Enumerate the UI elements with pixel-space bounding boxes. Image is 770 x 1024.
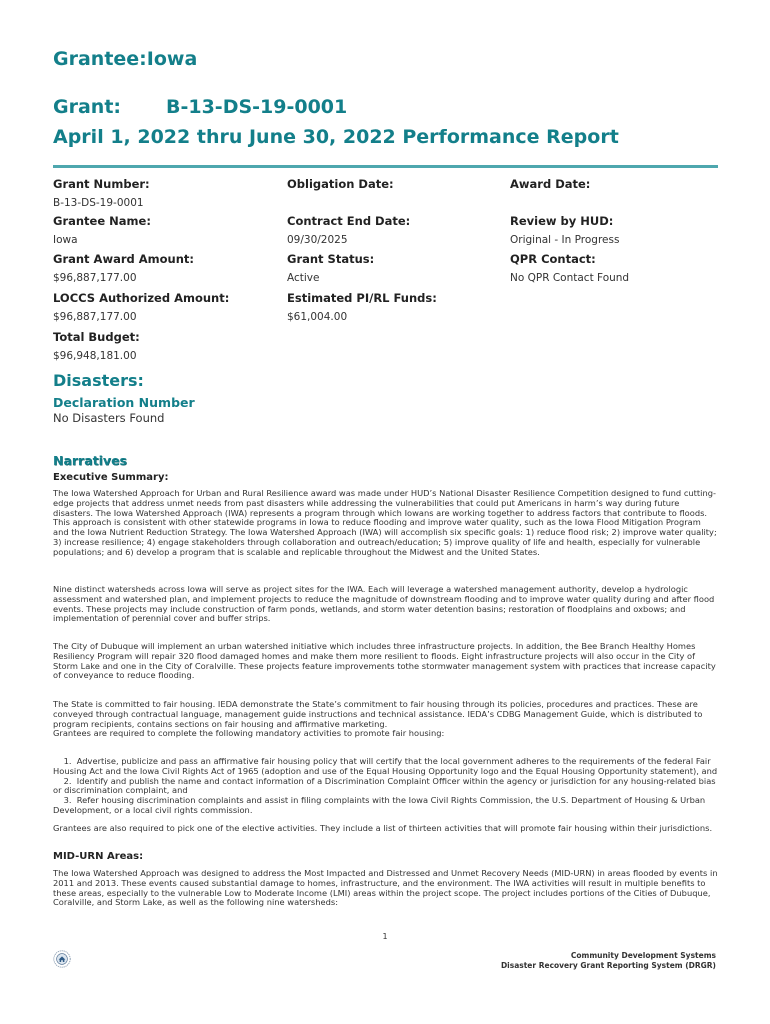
field-value: $96,887,177.00	[53, 311, 137, 323]
mid-urn-paragraph	[53, 869, 718, 908]
field-total-budget	[53, 330, 140, 362]
field-grant-status	[287, 252, 374, 284]
hud-seal-icon	[53, 950, 71, 968]
field-value: $61,004.00	[287, 311, 348, 323]
header-rule	[53, 165, 718, 168]
footer-org: Community Development Systems	[570, 951, 716, 960]
field-label: Grant Award Amount:	[53, 252, 195, 266]
field-label: Obligation Date:	[287, 177, 394, 191]
field-value: $96,948,181.00	[53, 350, 137, 362]
field-label: Award Date:	[510, 177, 591, 191]
grant-label: Grant:	[53, 96, 121, 118]
mid-urn-heading: MID-URN Areas:	[53, 851, 144, 862]
field-value: B-13-DS-19-0001	[53, 197, 144, 209]
footer-system: Disaster Recovery Grant Reporting System (DRGR)	[500, 961, 716, 970]
field-loccs-amount	[53, 291, 229, 323]
narratives-heading: Narratives	[53, 453, 127, 468]
field-label: Contract End Date:	[287, 214, 411, 228]
grantee-name: Iowa	[146, 48, 198, 70]
exec-paragraph	[53, 700, 718, 739]
exec-paragraph-6: Grantees are also required to pick one of the elective activities. They include a list of thirteen activities that will promote fair housing within their jurisdictions.	[53, 823, 713, 833]
field-review-by-hud	[510, 214, 619, 246]
field-label: Estimated PI/RL Funds:	[287, 291, 437, 305]
field-label: Grant Status:	[287, 252, 375, 266]
field-grantee-name	[53, 214, 151, 246]
grantee-label: Grantee:	[53, 48, 147, 70]
field-label: Review by HUD:	[510, 214, 614, 228]
field-label: QPR Contact:	[510, 252, 596, 266]
field-label: Total Budget:	[53, 330, 140, 344]
grantee-heading	[53, 48, 197, 70]
field-estimated-pi-rl-funds	[287, 291, 437, 323]
exec-paragraph-5: Grantees are required to complete the following mandatory activities to promote fair housing:	[53, 728, 445, 739]
field-label: Grant Number:	[53, 177, 150, 191]
grant-number-heading: B-13-DS-19-0001	[166, 96, 348, 118]
disasters-heading: Disasters:	[53, 371, 144, 390]
field-label: LOCCS Authorized Amount:	[53, 291, 230, 305]
field-grant-number	[53, 177, 150, 209]
report-title: April 1, 2022 thru June 30, 2022 Performance Report	[53, 126, 619, 148]
field-value: Iowa	[53, 234, 78, 246]
page-number: 1	[382, 932, 388, 941]
field-obligation-date	[287, 177, 394, 197]
grant-heading	[53, 96, 348, 118]
fair-housing-list	[53, 757, 718, 816]
field-value: $96,887,177.00	[53, 272, 137, 284]
mid-urn-paragraph-1: The Iowa Watershed Approach was designed to address the Most Impacted and Distressed and Unmet Recovery Needs (MID-URN) in areas flooded by events in 2011 and 2013. These events caused substantial damage to homes, infrastructure, and the environment. The IWA activities will result in multiple benefits to these areas, especially to the vulnerable Low to Moderate Income (LMI) areas within the project scope. The project includes portions of the Cities of Dubuque, Coralville, and Storm Lake, as well as the following nine watersheds:	[53, 868, 718, 908]
field-award-date	[510, 177, 590, 197]
field-grant-award-amount	[53, 252, 194, 284]
no-disasters-text: No Disasters Found	[53, 411, 165, 425]
exec-paragraph-3: The City of Dubuque will implement an urban watershed initiative which includes three infrastructure projects. In addition, the Bee Branch Healthy Homes Resiliency Program will repair 320 flood damaged homes and make them more resilient to floods. Eight infrastructure projects will also occur in the City of Storm Lake and one in the City of Coralville. These projects feature improvements tothe stormwater management system with practices that increase capacity of conveyance to reduce flooding.	[53, 641, 716, 681]
field-contract-end-date	[287, 214, 410, 246]
exec-paragraph	[53, 585, 718, 624]
exec-paragraph-4: The State is committed to fair housing. IEDA demonstrate the State’s commitment to fair housing through its policies, procedures and practices. These are conveyed through contractual language, management guide instructions and technical assistance. IEDA’s CDBG Management Guide, which is distributed to program recipients, contains sections on fair housing and affirmative marketing.	[53, 699, 703, 729]
fair-housing-item-3: 3. Refer housing discrimination complaints and assist in filing complaints with the Iowa Civil Rights Commission, the U.S. Department of Housing & Urban Development, or a local civil rights commission.	[53, 795, 708, 815]
exec-paragraph	[53, 824, 718, 834]
fair-housing-item-1: 1. Advertise, publicize and pass an affirmative fair housing policy that will certify that the local government adheres to the requirements of the federal Fair Housing Act and the Iowa Civil Rights Act of 1965 (adoption and use of the Equal Housing Opportunity logo and the Equal Housing Opportunity statement), and	[53, 756, 718, 776]
exec-paragraph-1: The Iowa Watershed Approach for Urban and Rural Resilience award was made under HUD’s National Disaster Resilience Competition designed to fund cutting-edge projects that address unmet needs from past disasters while addressing the vulnerabilities that could put Americans in harm’s way during future disasters. The Iowa Watershed Approach (IWA) represents a program through which Iowans are working together to address factors that contribute to floods. This approach is consistent with other statewide programs in Iowa to reduce flooding and improve water quality, such as the Iowa Flood Mitigation Program and the Iowa Nutrient Reduction Strategy. The Iowa Watershed Approach (IWA) will accomplish six specific goals: 1) reduce flood risk; 2) improve water quality; 3) increase resilience; 4) engage stakeholders through collaboration and outreach/education; 5) improve quality of life and health, especially for vulnerable populations; and 6) develop a program that is scalable and replicable throughout the Midwest and the United States.	[53, 488, 717, 557]
fair-housing-item-2: 2. Identify and publish the name and contact information of a Discrimination Complaint Officer within the agency or jurisdiction for any housing-related bias or discrimination complaint, and	[53, 775, 719, 796]
field-label: Grantee Name:	[53, 214, 151, 228]
exec-paragraph	[53, 642, 718, 681]
field-value: Original - In Progress	[510, 234, 620, 246]
field-value: Active	[287, 272, 320, 284]
field-qpr-contact	[510, 252, 629, 284]
exec-paragraph-2: Nine distinct watersheds across Iowa will serve as project sites for the IWA. Each will leverage a watershed management authority, develop a hydrologic assessment and watershed plan, and implement projects to reduce the magnitude of downstream flooding and to improve water quality during and after flood events. These projects may include construction of farm ponds, wetlands, and storm water detention basins; restoration of floodplains and oxbows; and implementation of perennial cover and buffer strips.	[53, 584, 715, 624]
field-value: No QPR Contact Found	[510, 272, 630, 284]
field-value: 09/30/2025	[287, 234, 348, 246]
executive-summary-heading: Executive Summary:	[53, 472, 169, 483]
exec-paragraph	[53, 489, 718, 558]
declaration-number-heading: Declaration Number	[53, 395, 195, 410]
